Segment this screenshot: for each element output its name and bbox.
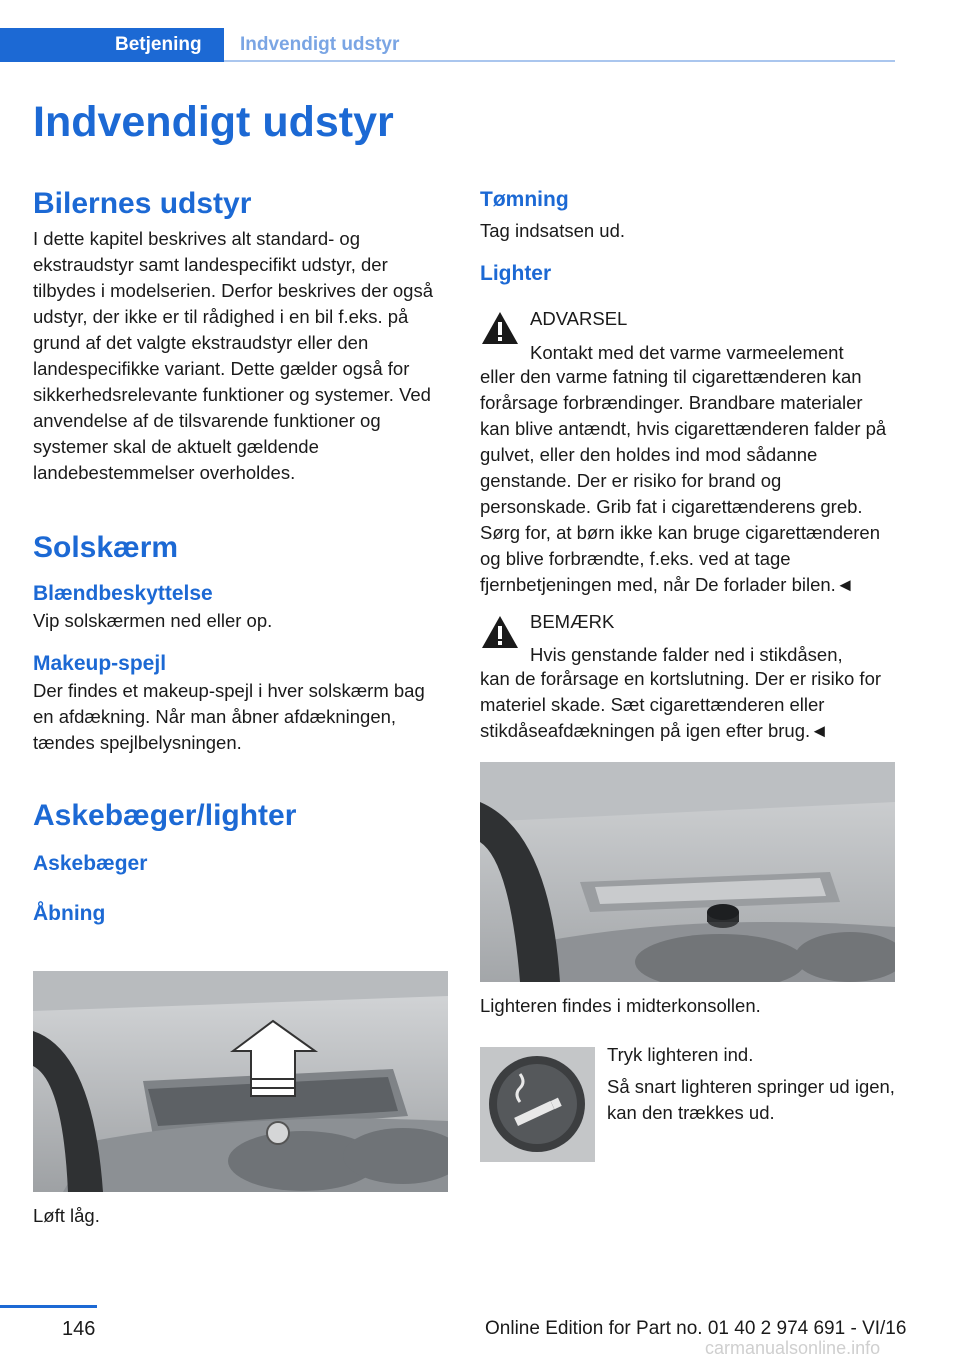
warning-first-line: Kontakt med det varme varmeelement [530, 342, 844, 363]
heading-bilernes-udstyr: Bilernes udstyr [33, 187, 252, 220]
caution-triangle-icon [480, 614, 520, 650]
ashtray-caption: Løft låg. [33, 1205, 100, 1226]
release-instruction: Så snart lighteren springer ud igen, kan den trækkes ud. [607, 1076, 895, 1123]
lighter-console-photo [480, 762, 895, 982]
right-column [480, 186, 895, 288]
header-section-tab[interactable] [0, 28, 224, 62]
heading-lighter: Lighter [480, 262, 552, 285]
edition-info: Online Edition for Part no. 01 40 2 974 691 - VI/16 [485, 1318, 907, 1339]
lighter-button-photo [480, 1047, 595, 1162]
warning-text: eller den varme fatning til cigarettænderen kan forårsage forbrændinger. Brandbare materialer kan blive antændt, hvis cigarettænderen falder på gulvet, eller den holdes ind mod sådanne genstande. Der er risiko for brand og personskade. Grib fat i cigarettænderens greb. Sørg for, at børn ikke kan bruge cigarettænderen og blive forbrændte, f.eks. ved at tage fjernbetjeningen med, når De forlader bilen.◄ [480, 366, 887, 595]
heading-makeup-spejl: Makeup-spejl [33, 652, 167, 675]
heading-abning: Åbning [33, 902, 106, 925]
ashtray-photo [33, 971, 448, 1192]
heading-askebaeger: Askebæger [33, 852, 148, 875]
lighter-caption: Lighteren findes i midterkonsollen. [480, 995, 761, 1016]
heading-askebaeger-lighter: Askebæger/lighter [33, 799, 297, 832]
heading-solskaerm: Solskærm [33, 531, 179, 564]
header-chapter-label[interactable]: Indvendigt udstyr [240, 34, 400, 55]
push-instruction: Tryk lighteren ind. [607, 1044, 754, 1065]
header-divider [224, 60, 895, 62]
warning-label: ADVARSEL [530, 308, 628, 329]
blaend-paragraph: Vip solskærmen ned eller op. [33, 610, 273, 631]
lighter-instructions [607, 1042, 897, 1126]
page-number: 146 [62, 1318, 96, 1340]
header-section-label: Betjening [115, 34, 202, 55]
warning-triangle-icon [480, 310, 520, 346]
note-first-line: Hvis genstande falder ned i stikdåsen, [530, 644, 843, 665]
bilernes-paragraph: I dette kapitel beskrives alt standard- og ekstraudstyr samt landespecifikt udstyr, der tilbydes i modelserien. Derfor beskrives der også udstyr, der ikke er til rådighed i en bil f.eks. på grund af det valgte ekstraudstyr eller den landespecifikke variant. Dette gælder også for sikkerhedsrelevante funktioner og systemer. Ved anvendelse af de tilsvarende funktioner og systemer skal de aktuelt gældende landebestemmelser overholdes. [33, 228, 433, 483]
heading-blaendbeskyttelse: Blændbeskyttelse [33, 582, 213, 605]
watermark: carmanualsonline.info [705, 1338, 881, 1358]
left-column [33, 186, 448, 928]
makeup-paragraph: Der findes et makeup-spejl i hver solskærm bag en afdækning. Når man åbner afdækningen, tændes spejlbelysningen. [33, 680, 425, 753]
page-title: Indvendigt udstyr [33, 98, 394, 146]
tomning-paragraph: Tag indsatsen ud. [480, 220, 626, 241]
footer-divider [0, 1305, 97, 1308]
heading-tomning: Tømning [480, 188, 569, 211]
note-label: BEMÆRK [530, 611, 615, 632]
note-text: kan de forårsage en kortslutning. Der er risiko for materiel skade. Sæt cigarettænderen eller stikdåseafdækningen på igen efter brug.◄ [480, 668, 882, 741]
